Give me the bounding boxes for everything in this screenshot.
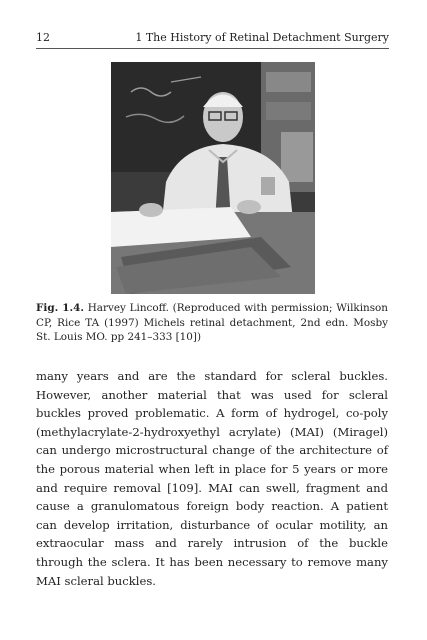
portrait-photo xyxy=(111,62,315,294)
body-paragraph: many years and are the standard for scleral buckles. However, another material that was used for scleral buckles proved problematic. A form of hydrogel, co-poly (methylacrylate-2-hydroxyethyl acrylate) (MAI) (Miragel) can undergo microstructural change of the architecture of the porous material when left in place for 5 years or more and require removal [109]. MAI can swell, fragment and cause a granulomatous foreign body reaction. A patient can develop irritation, disturbance of ocular motility, an extraocular mass and rarely intrusion of the buckle through the sclera. It has been necessary to remove many MAI scleral buckles. xyxy=(36,369,388,588)
figure-caption xyxy=(36,301,388,345)
figure-label: Fig. 1.4. xyxy=(36,302,84,314)
page-number: 12 xyxy=(36,31,50,44)
figure-caption-text: Harvey Lincoff. (Reproduced with permission; Wilkinson CP, Rice TA (1997) Michels retinal detachment, 2nd edn. Mosby St. Louis MO. pp 241–333 [10]) xyxy=(36,302,388,343)
running-title: 1 The History of Retinal Detachment Surgery xyxy=(135,31,389,44)
running-header xyxy=(36,28,389,49)
